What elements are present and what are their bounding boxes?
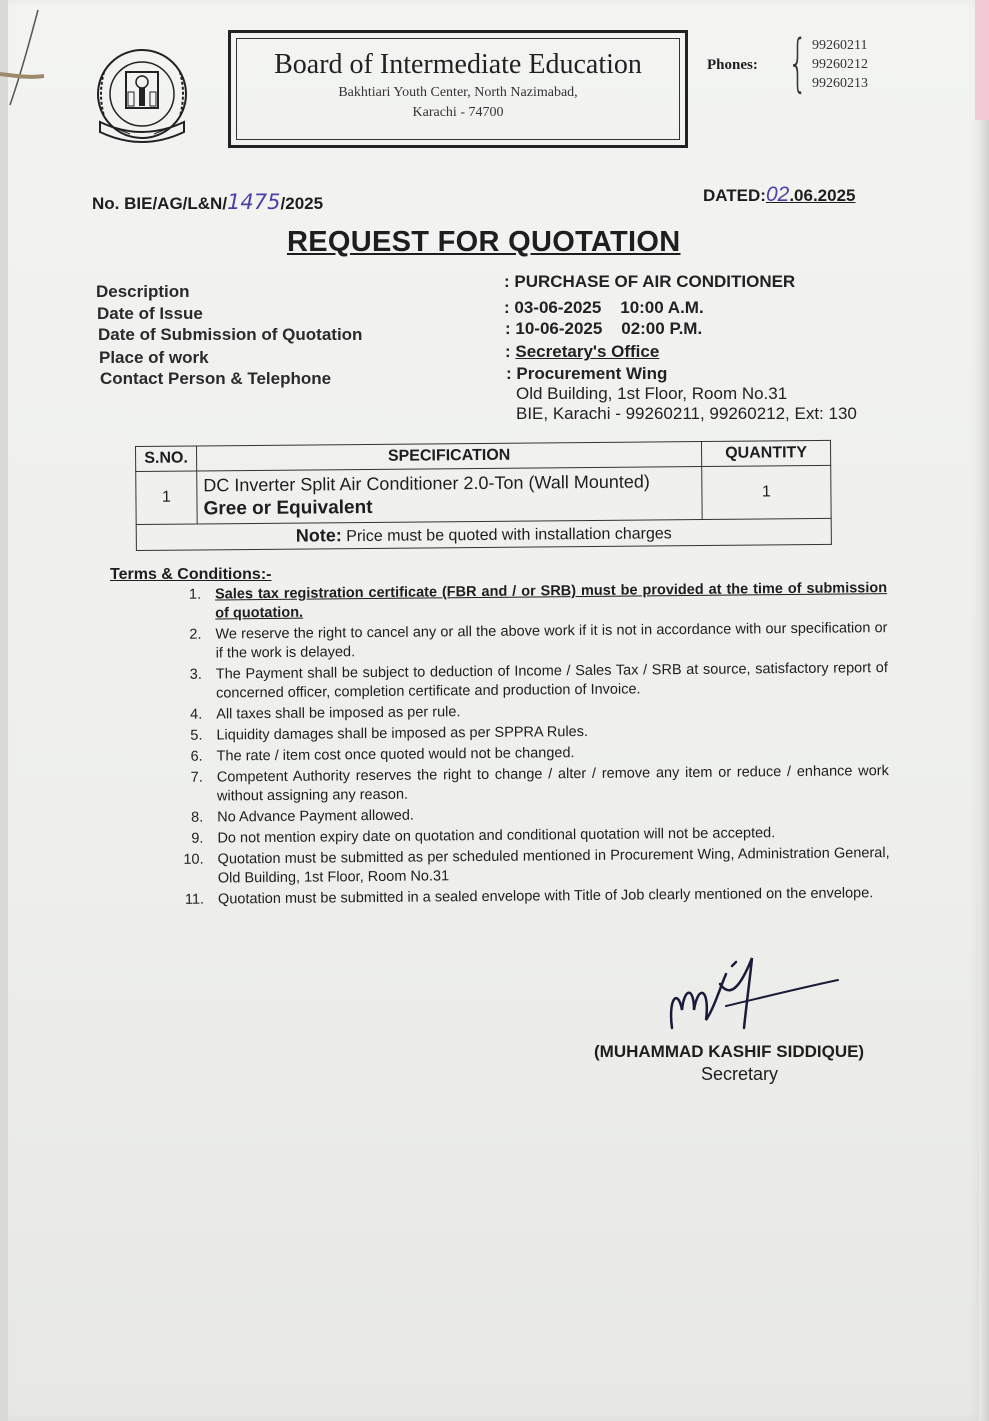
table-note-row xyxy=(136,518,831,550)
brace-glyph: { xyxy=(787,26,808,99)
handwritten-number: 1475 xyxy=(227,190,281,214)
signatory-name: (MUHAMMAD KASHIF SIDDIQUE) xyxy=(594,1042,865,1061)
terms-list xyxy=(165,579,890,912)
list-item: 11. Quotation must be submitted in a sealed envelope with Title of Job clearly mentioned on the envelope. xyxy=(184,885,874,908)
list-item: 3. The Payment shall be subject to deduction of Income / Sales Tax / SRB at source, satisfactory report of concerned officer, completion certificate and production of Invoice. xyxy=(189,660,888,702)
handwritten-signature xyxy=(660,948,840,1038)
board-emblem-logo xyxy=(90,42,195,154)
value-place-of-work: : Secretary's Office xyxy=(505,342,660,361)
value-date-of-issue: : 03-06-2025 10:00 A.M. xyxy=(504,298,704,317)
list-item: 6. The rate / item cost once quoted would not be changed. xyxy=(190,745,575,765)
header-specification: SPECIFICATION xyxy=(197,442,702,471)
value-date-of-submission: : 10-06-2025 02:00 P.M. xyxy=(505,319,703,338)
list-item: 10. Quotation must be submitted as per scheduled mentioned in Procurement Wing, Administration General, Old Building, 1st Floor, Room No.31 xyxy=(183,845,890,887)
header-quantity: QUANTITY xyxy=(701,440,830,466)
label-date-of-submission: Date of Submission of Quotation xyxy=(98,325,363,344)
address-line-1: Bakhtiari Youth Center, North Nazimabad, xyxy=(338,85,578,100)
list-item: 5. Liquidity damages shall be imposed as per SPPRA Rules. xyxy=(190,723,589,744)
handwritten-day: 02 xyxy=(765,183,790,206)
label-place-of-work: Place of work xyxy=(99,348,209,367)
terms-title: Terms & Conditions:- xyxy=(110,566,272,583)
page-edge xyxy=(979,0,989,1421)
table-row xyxy=(136,465,831,524)
pink-tab xyxy=(975,0,989,120)
phone-number: 99260212 xyxy=(812,57,868,72)
signatory-designation: Secretary xyxy=(701,1064,779,1084)
value-contact-person: : Procurement Wing xyxy=(506,364,668,383)
label-contact-person: Contact Person & Telephone xyxy=(100,369,332,388)
label-description: Description xyxy=(96,282,190,301)
label-date-of-issue: Date of Issue xyxy=(97,304,203,323)
reference-number: No. BIE/AG/L&N/1475/2025 xyxy=(92,190,324,214)
phone-number: 99260213 xyxy=(812,76,868,91)
letterhead-box xyxy=(228,30,688,148)
value-description: : PURCHASE OF AIR CONDITIONER xyxy=(504,272,796,291)
header-sno: S.NO. xyxy=(136,446,197,472)
note-cell: Note: Price must be quoted with installation charges xyxy=(136,518,831,550)
list-item: 4. All taxes shall be imposed as per rule. xyxy=(190,704,461,723)
document-title: REQUEST FOR QUOTATION xyxy=(287,226,681,258)
cell-sno: 1 xyxy=(136,471,197,525)
contact-phone-line: BIE, Karachi - 99260211, 99260212, Ext: 130 xyxy=(516,404,857,423)
organization-name: Board of Intermediate Education xyxy=(274,49,642,80)
cell-specification: DC Inverter Split Air Conditioner 2.0-Ton (Wall Mounted) Gree or Equivalent xyxy=(197,467,702,524)
list-item: 7. Competent Authority reserves the right to change / alter / remove any item or reduce / enhance work without assigning any reason. xyxy=(190,763,889,805)
address-line-2: Karachi - 74700 xyxy=(412,105,504,120)
list-item: 9. Do not mention expiry date on quotation and conditional quotation will not be accepted. xyxy=(191,825,776,847)
phone-number: 99260211 xyxy=(812,38,868,53)
contact-address-line: Old Building, 1st Floor, Room No.31 xyxy=(516,384,788,403)
specification-table xyxy=(135,440,832,551)
dated-field: DATED:02.06.2025 xyxy=(703,183,856,206)
list-item: 2. We reserve the right to cancel any or all the above work if it is not in accordance with our specification or if the work is delayed. xyxy=(189,620,888,662)
phones-label: Phones: xyxy=(707,57,758,73)
binding-thread xyxy=(0,0,60,110)
cell-quantity: 1 xyxy=(702,465,831,519)
list-item: 8. No Advance Payment allowed. xyxy=(191,807,414,826)
list-item: 1. Sales tax registration certificate (FBR and / or SRB) must be provided at the time of submission of quotation. xyxy=(188,580,888,622)
